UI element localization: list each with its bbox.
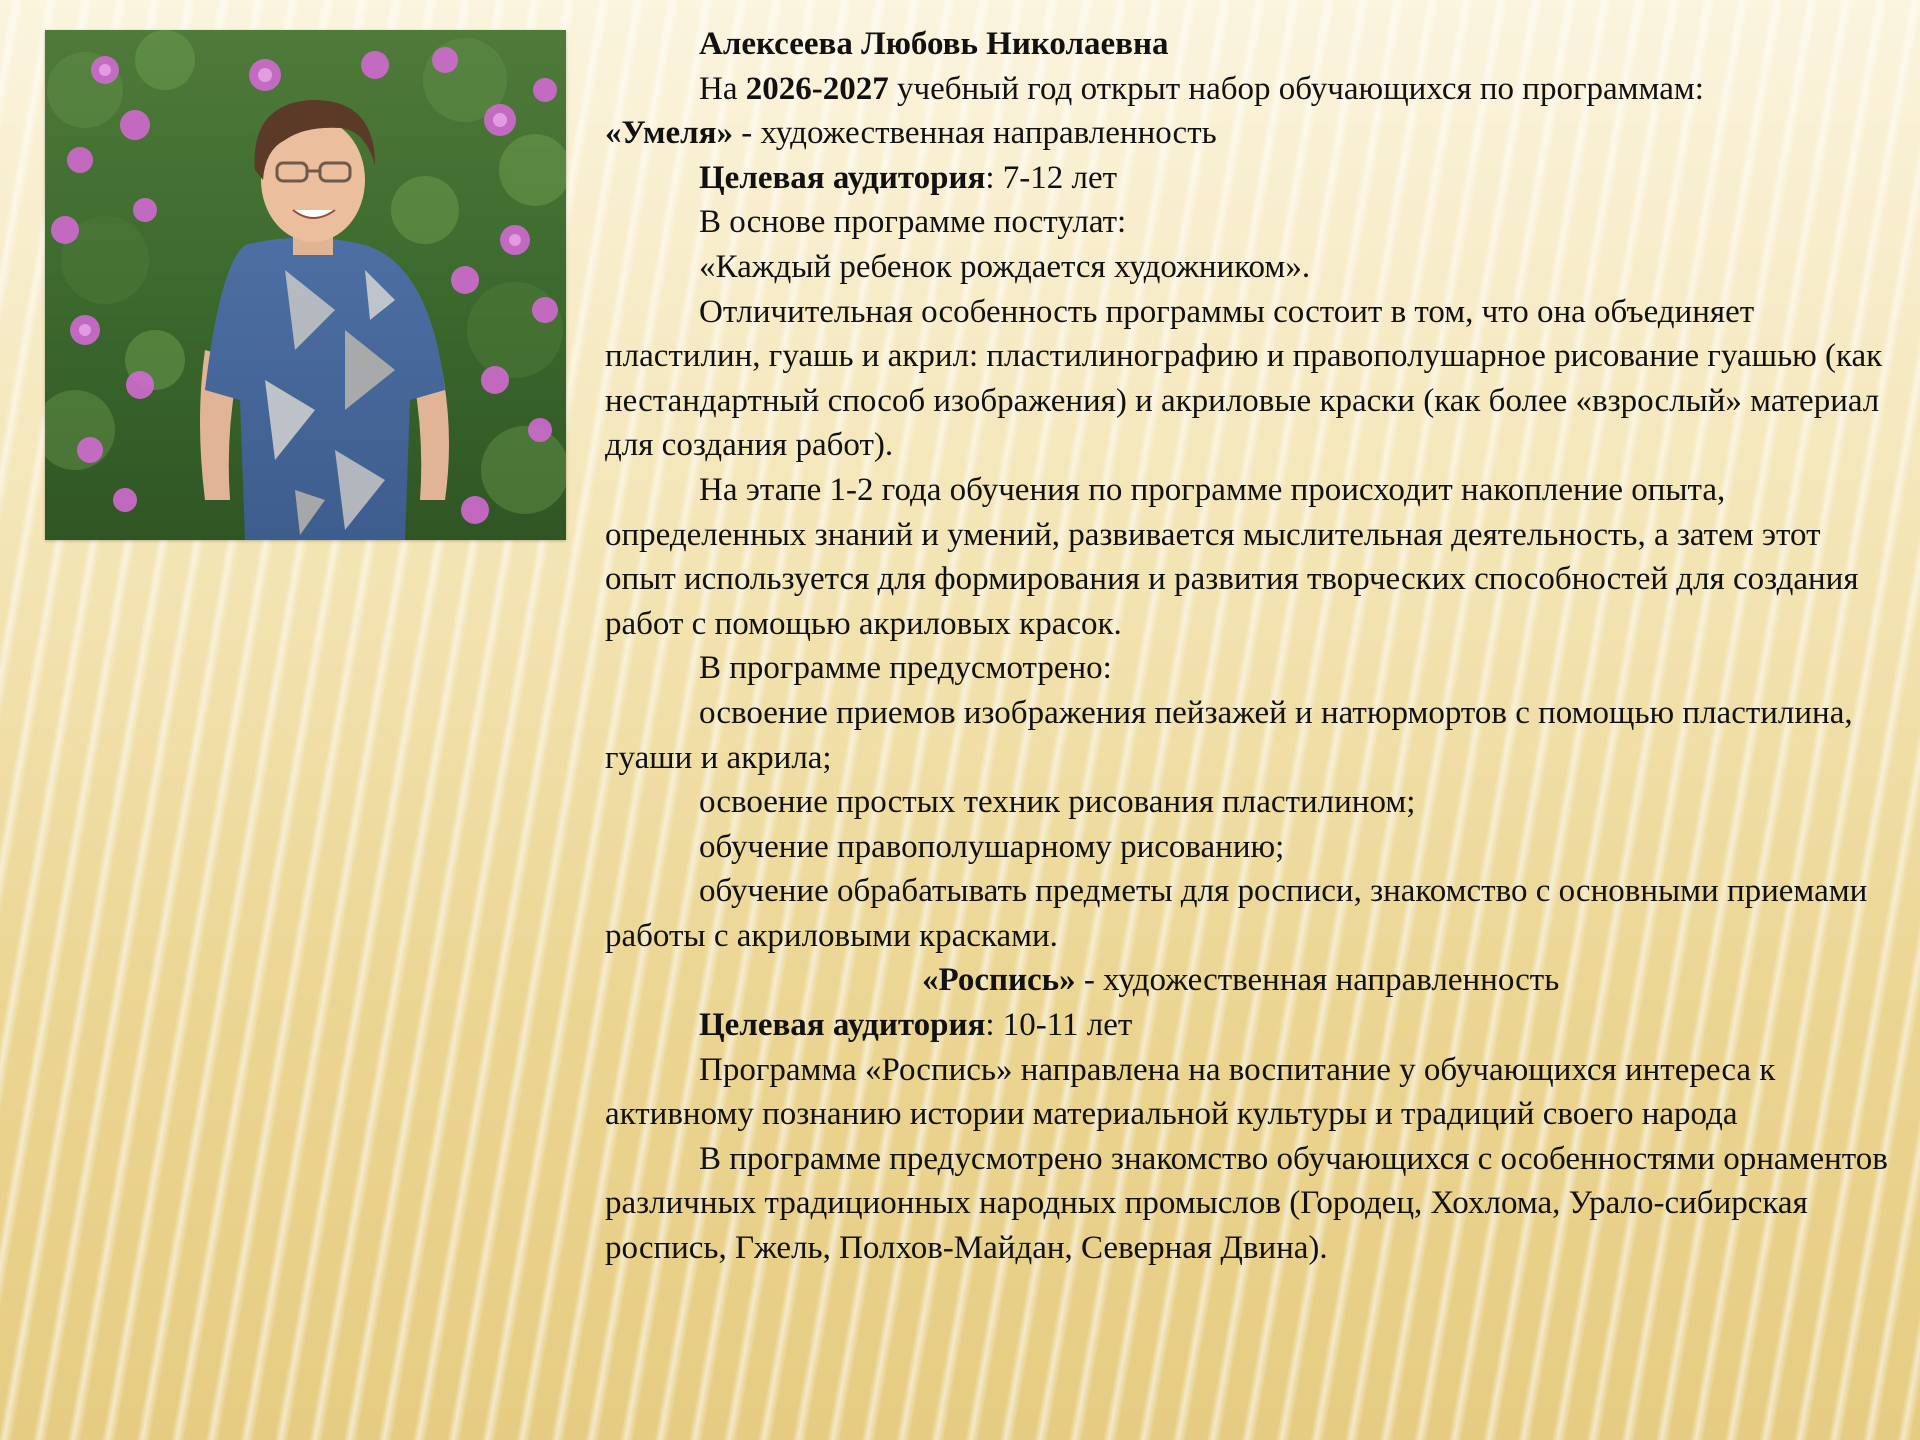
program2-paragraph: Программа «Роспись» направлена на воспитание у обучающихся интереса к активному познанию истории материальной культуры и традиций своего народа <box>605 1051 1776 1133</box>
program1-list-item: обучение правополушарному рисованию; <box>699 828 1285 865</box>
program1-paragraph: На этапе 1-2 года обучения по программе происходит накопление опыта, определенных знаний и умений, развивается мыслительная деятельность, а затем этот опыт используется для формирования и развития творческих способностей для создания работ с помощью акриловых красок. <box>605 471 1859 642</box>
program1-audience: Целевая аудитория: 7-12 лет <box>699 159 1118 196</box>
teacher-portrait-image <box>45 30 566 540</box>
teacher-name: Алексеева Любовь Николаевна <box>699 26 1169 62</box>
program1-list-item: обучение обрабатывать предметы для росписи, знакомство с основными приемами работы с акриловыми красками. <box>605 873 1868 954</box>
program1-paragraph: В программе предусмотрено: <box>699 650 1112 687</box>
program-description <box>605 22 1895 1271</box>
program1-list-item: освоение простых техник рисования пластилином; <box>699 784 1416 821</box>
program1-paragraph: «Каждый ребенок рождается художником». <box>699 248 1311 285</box>
school-year: 2026-2027 <box>745 70 889 107</box>
program2-audience: Целевая аудитория: 10-11 лет <box>699 1007 1133 1044</box>
program1-list-item: освоение приемов изображения пейзажей и натюрмортов с помощью пластилина, гуаши и акрила; <box>605 694 1853 776</box>
program1-paragraph: В основе программе постулат: <box>699 204 1127 241</box>
program2-title: «Роспись» <box>922 962 1076 999</box>
program2-heading: «Роспись» - художественная направленность <box>922 962 1560 999</box>
teacher-photo <box>45 30 566 540</box>
program2-paragraph: В программе предусмотрено знакомство обучающихся с особенностями орнаментов различных традиционных народных промыслов (Городец, Хохлома, Урало-сибирская роспись, Гжель, Полхов-Майдан, Северная Двина). <box>605 1140 1888 1267</box>
program1-paragraph: Отличительная особенность программы состоит в том, что она объединяет пластилин, гуашь и акрил: пластилинографию и правополушарное рисование гуашью (как нестандартный способ изображения) и акриловые краски (как более «взрослый» материал для создания работ). <box>605 293 1883 464</box>
program1-heading: «Умеля» - художественная направленность <box>605 115 1217 152</box>
intro-line: На 2026-2027 учебный год открыт набор обучающихся по программам: <box>699 70 1704 107</box>
program1-title: «Умеля» <box>605 115 734 152</box>
